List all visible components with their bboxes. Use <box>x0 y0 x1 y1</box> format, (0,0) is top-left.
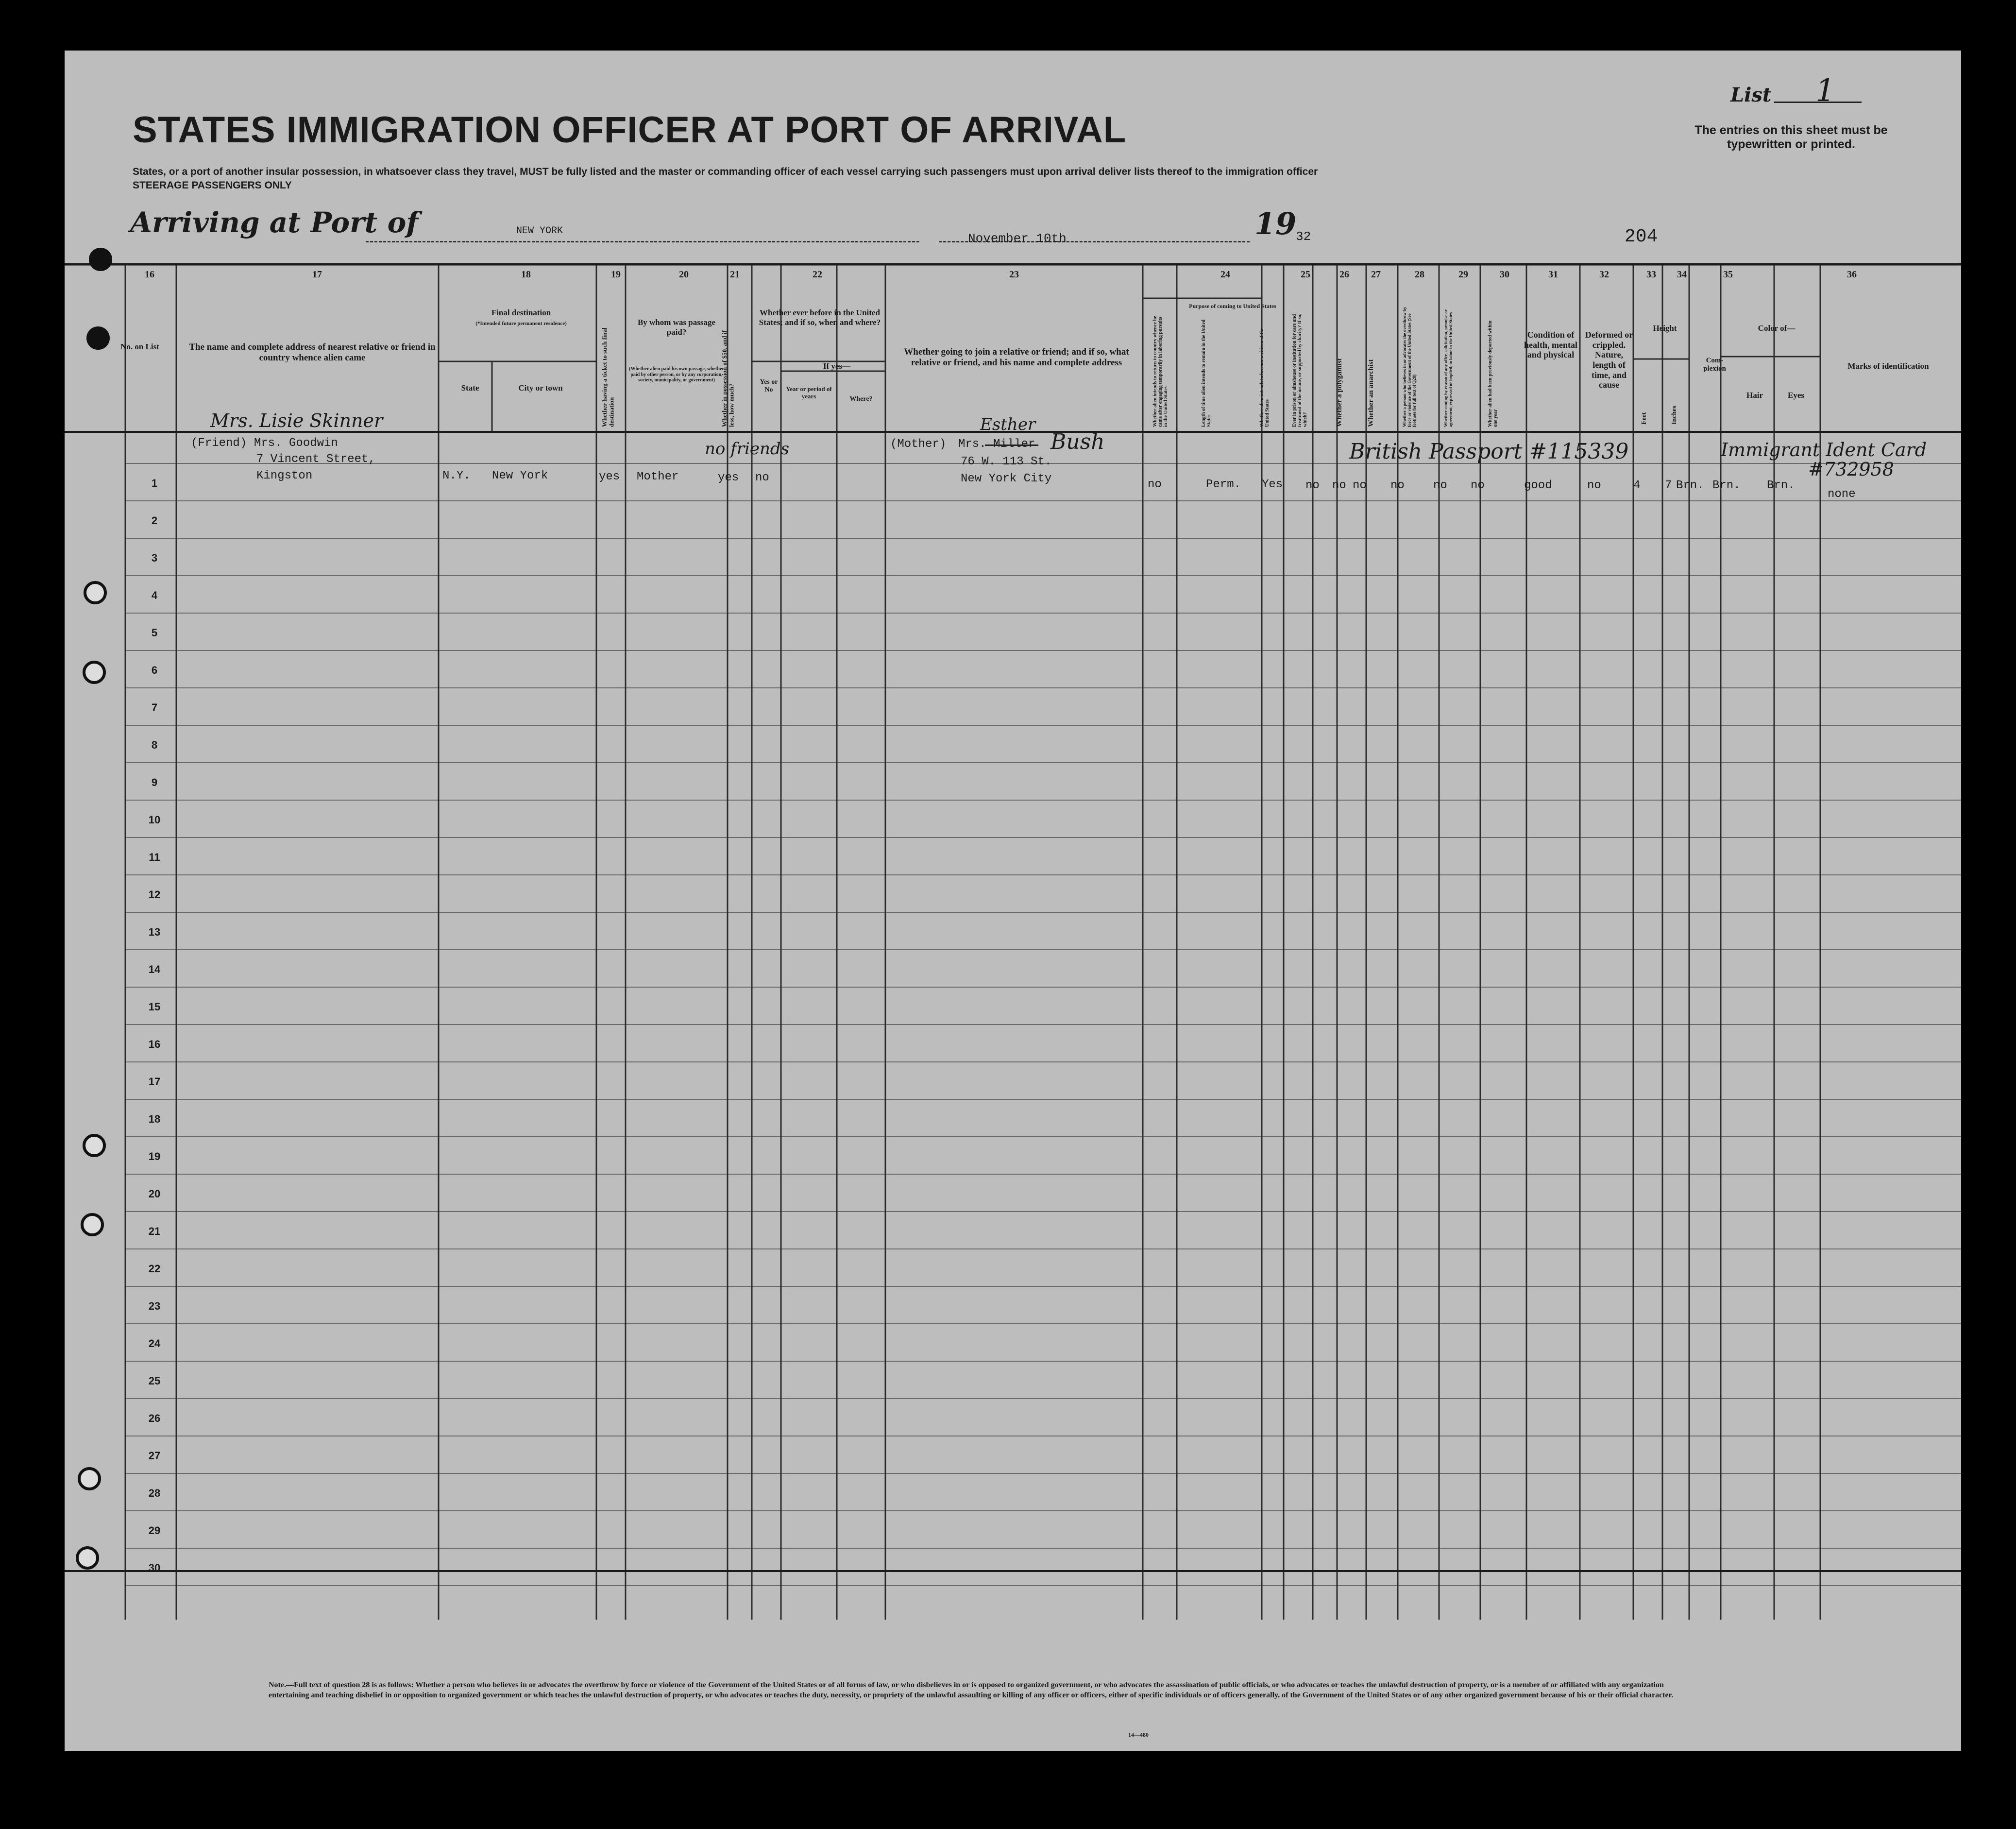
header-anarchist: Whether an anarchist <box>1367 359 1375 427</box>
list-number: 1 <box>1815 73 1835 109</box>
header-height: Height <box>1653 324 1677 333</box>
ident-number-handwritten: #732958 <box>1808 459 1894 480</box>
header-joining: Whether going to join a relative or friend; and if so, what relative or friend, and his name and complete address <box>904 347 1129 368</box>
row-number: 19 <box>148 1150 161 1162</box>
header-inches: Inches <box>1671 406 1678 425</box>
colnum-34: 34 <box>1677 269 1687 280</box>
citizen-value: Yes <box>1262 478 1283 491</box>
header-no-on-list: No. on List <box>120 342 159 351</box>
row-number: 29 <box>148 1524 161 1537</box>
sheet-number: 204 <box>1625 226 1658 247</box>
feet-value: 4 <box>1633 479 1641 492</box>
header-q30: Whether alien had been previously deported within one year <box>1488 320 1498 427</box>
length-value: Perm. <box>1206 478 1241 491</box>
colnum-25: 25 <box>1301 269 1310 280</box>
header-polygamist: Whether a polygamist <box>1336 358 1343 427</box>
header-year-period: Year or period of years <box>786 385 832 400</box>
header-by-whom: By whom was passage paid? <box>637 318 716 337</box>
join-name-strike <box>985 444 1038 446</box>
header-possession: Whether in possession of $50, and if less, how much? <box>721 330 735 427</box>
passport-handwritten: British Passport #115339 <box>1349 439 1629 464</box>
row-number: 25 <box>148 1375 161 1387</box>
footnote: Note.—Full text of question 28 is as follows: Whether a person who believes in or advocates the overthrow by force or violence of the Government of the United States or of all forms of law, or who disbelieves in or is opposed to organized government, or who advocates the assassination of public officials, or who advocates or teaches the unlawful destruction of property, or is a member of or affiliated with any organization entertaining and teaching disbelief in or opposition to organized government or which teaches the unlawful destruction of property, or who advocates or teaches the duty, necessity, or propriety of the unlawful assaulting or killing of any officer or officers, either of specific individuals or of officers generally, of the Government of the United States or of any other organized government because of his or their official character. <box>269 1681 1674 1699</box>
header-marks: Marks of identification <box>1847 361 1929 371</box>
binder-hole <box>81 1213 104 1236</box>
binder-hole <box>86 326 110 350</box>
friend-address-1: 7 Vincent Street, <box>256 453 375 466</box>
join-address-2: New York City <box>961 472 1052 485</box>
table-grid <box>65 51 1961 1751</box>
q29-value: no <box>1433 479 1447 492</box>
colnum-29: 29 <box>1458 269 1468 280</box>
header-state: State <box>461 383 479 393</box>
colnum-21: 21 <box>730 269 740 280</box>
header-condition: Condition of health, mental and physical <box>1524 330 1577 360</box>
colnum-19: 19 <box>611 269 621 280</box>
colnum-32: 32 <box>1599 269 1609 280</box>
row-number: 9 <box>151 776 158 788</box>
row-number: 12 <box>148 889 161 901</box>
row-number: 15 <box>148 1001 161 1013</box>
colnum-23: 23 <box>1009 269 1019 280</box>
return-value: no <box>1148 478 1162 491</box>
row-number: 4 <box>151 589 158 601</box>
row-number: 20 <box>148 1188 161 1200</box>
row-number: 3 <box>151 552 158 564</box>
colnum-22: 22 <box>813 269 822 280</box>
row-number: 28 <box>148 1487 161 1499</box>
binder-hole <box>84 581 107 604</box>
join-address-1: 76 W. 113 St. <box>961 455 1052 468</box>
row-number: 2 <box>151 514 158 527</box>
header-purpose: Purpose of coming to United States <box>1189 303 1276 309</box>
anarchist-value: no <box>1353 479 1367 492</box>
q28-value: no <box>1390 479 1405 492</box>
row-number: 17 <box>148 1076 161 1088</box>
page-title: STATES IMMIGRATION OFFICER AT PORT OF ARRIVAL <box>133 109 1127 151</box>
row-number: 18 <box>148 1113 161 1125</box>
binder-hole <box>76 1546 99 1570</box>
colnum-24: 24 <box>1220 269 1230 280</box>
join-handwritten-surname: Bush <box>1050 429 1105 454</box>
colnum-30: 30 <box>1500 269 1509 280</box>
friend-tag: (Friend) <box>191 437 247 450</box>
possession-value: yes <box>718 471 739 484</box>
friend-name: Mrs. Goodwin <box>254 437 338 450</box>
row-number: 10 <box>148 814 161 826</box>
header-color-of: Color of— <box>1758 324 1796 333</box>
header-ever-before: Whether ever before in the United States; and if so, when and where? <box>759 308 881 327</box>
colnum-33: 33 <box>1646 269 1656 280</box>
header-hair: Hair <box>1746 391 1763 400</box>
header-prison: Ever in prison or almshouse or institution for care and treatment of the insane, or supported by charity? If so, which? <box>1292 313 1308 427</box>
friend-address-2: Kingston <box>256 469 313 482</box>
row-number: 14 <box>148 963 161 975</box>
inches-value: 7 <box>1665 479 1672 492</box>
date-value: November 10th <box>968 231 1067 246</box>
colnum-26: 26 <box>1339 269 1349 280</box>
row-number: 1 <box>151 477 158 489</box>
dest-city: New York <box>492 469 548 482</box>
colnum-35: 35 <box>1723 269 1733 280</box>
header-purpose-c: Whether alien intends to become a citizen of the United States <box>1259 327 1270 427</box>
steerage-label: STEERAGE PASSENGERS ONLY <box>133 180 292 191</box>
header-city: City or town <box>518 383 563 393</box>
complexion-value: Brn. <box>1676 479 1704 492</box>
header-q28: Whether a person who believes in or advocates the overthrow by force or violence of the Government of the United States (See footnote for full text of Q28) <box>1402 307 1417 427</box>
join-tag: (Mother) <box>890 438 947 451</box>
header-purpose-a: Whether alien intends to return to country whence he came after engaging temporarily in laboring pursuits in the United States <box>1152 316 1169 427</box>
colnum-18: 18 <box>521 269 531 280</box>
header-yes-no: Yes or No <box>760 378 778 394</box>
binder-hole <box>83 1134 106 1157</box>
arriving-label: Arriving at Port of <box>130 206 419 239</box>
colnum-27: 27 <box>1371 269 1381 280</box>
row-number: 27 <box>148 1450 161 1462</box>
paid-by-value: Mother <box>637 470 679 483</box>
colnum-36: 36 <box>1847 269 1857 280</box>
colnum-16: 16 <box>145 269 154 280</box>
join-handwritten-first: Esther <box>980 415 1036 434</box>
prison-value: no <box>1305 479 1320 492</box>
row-number: 21 <box>148 1225 161 1237</box>
ever-before-value: no <box>755 471 769 484</box>
form-number: 14—480 <box>1128 1731 1149 1738</box>
row-number: 22 <box>148 1263 161 1275</box>
header-complexion: Com-plexion <box>1703 357 1726 373</box>
eyes-value: Brn. <box>1767 479 1795 492</box>
entries-note: The entries on this sheet must be typewritten or printed. <box>1694 123 1888 151</box>
binder-hole <box>83 661 106 684</box>
port-value: NEW YORK <box>516 225 563 237</box>
row-number: 30 <box>148 1562 161 1574</box>
row-number: 24 <box>148 1337 161 1350</box>
year-prefix: 19 <box>1254 206 1297 241</box>
header-ticket: Whether having a ticket to such final destination <box>601 327 615 427</box>
join-name: Mrs. Miller <box>958 438 1035 451</box>
row-number: 23 <box>148 1300 161 1312</box>
deformed-value: no <box>1587 479 1601 492</box>
subtitle: States, or a port of another insular possession, in whatsoever class they travel, MUST be fully listed and the master or commanding officer of each vessel carrying such passengers must upon arrival deliver lists thereof to the immigration officer <box>133 166 1318 177</box>
ticket-value: yes <box>599 470 620 483</box>
row-number: 7 <box>151 701 158 714</box>
colnum-17: 17 <box>312 269 322 280</box>
header-q29: Whether coming by reason of any offer, solicitation, promise or agreement, expressed or implied, to labor in the United States <box>1443 309 1453 427</box>
header-nearest-relative: The name and complete address of nearest relative or friend in country whence alien came <box>189 342 436 363</box>
polygamist-value: no <box>1332 479 1346 492</box>
header-feet: Feet <box>1641 412 1648 425</box>
header-purpose-b: Length of time alien intends to remain in the United States <box>1201 319 1212 427</box>
binder-hole <box>78 1467 101 1490</box>
row-number: 11 <box>149 851 160 863</box>
hair-value: Brn. <box>1712 479 1741 492</box>
marks-value: none <box>1828 488 1856 501</box>
row-number: 16 <box>148 1038 161 1050</box>
header-by-whom-note: (Whether alien paid his own passage, whether paid by other person, or by any corporation, society, municipality, or government) <box>629 366 724 383</box>
q30-value: no <box>1471 479 1485 492</box>
header-eyes: Eyes <box>1788 391 1804 400</box>
ident-card-handwritten: Immigrant Ident Card <box>1721 439 1927 461</box>
row-number: 5 <box>151 627 158 639</box>
binder-hole <box>89 248 112 271</box>
health-value: good <box>1524 479 1552 492</box>
row-number: 13 <box>148 926 161 938</box>
colnum-28: 28 <box>1415 269 1424 280</box>
header-final-destination-note: (*Intended future permanent residence) <box>475 321 567 326</box>
header-deformed: Deformed or crippled. Nature, length of time, and cause <box>1585 330 1633 390</box>
header-where: Where? <box>849 395 873 403</box>
row-number: 26 <box>148 1412 161 1424</box>
colnum-31: 31 <box>1548 269 1558 280</box>
row-number: 8 <box>151 739 158 751</box>
row-number: 6 <box>151 664 158 676</box>
header-if-yes: If yes— <box>823 361 851 371</box>
dest-state: N.Y. <box>442 469 471 482</box>
list-label: List <box>1730 84 1772 106</box>
friend-handwritten: Mrs. Lisie Skinner <box>210 410 383 431</box>
header-final-destination: Final destination <box>491 308 551 317</box>
year-suffix: 32 <box>1296 229 1311 244</box>
colnum-20: 20 <box>679 269 689 280</box>
manifest-sheet <box>65 51 1961 1751</box>
paid-by-handwritten: no friends <box>705 439 790 459</box>
